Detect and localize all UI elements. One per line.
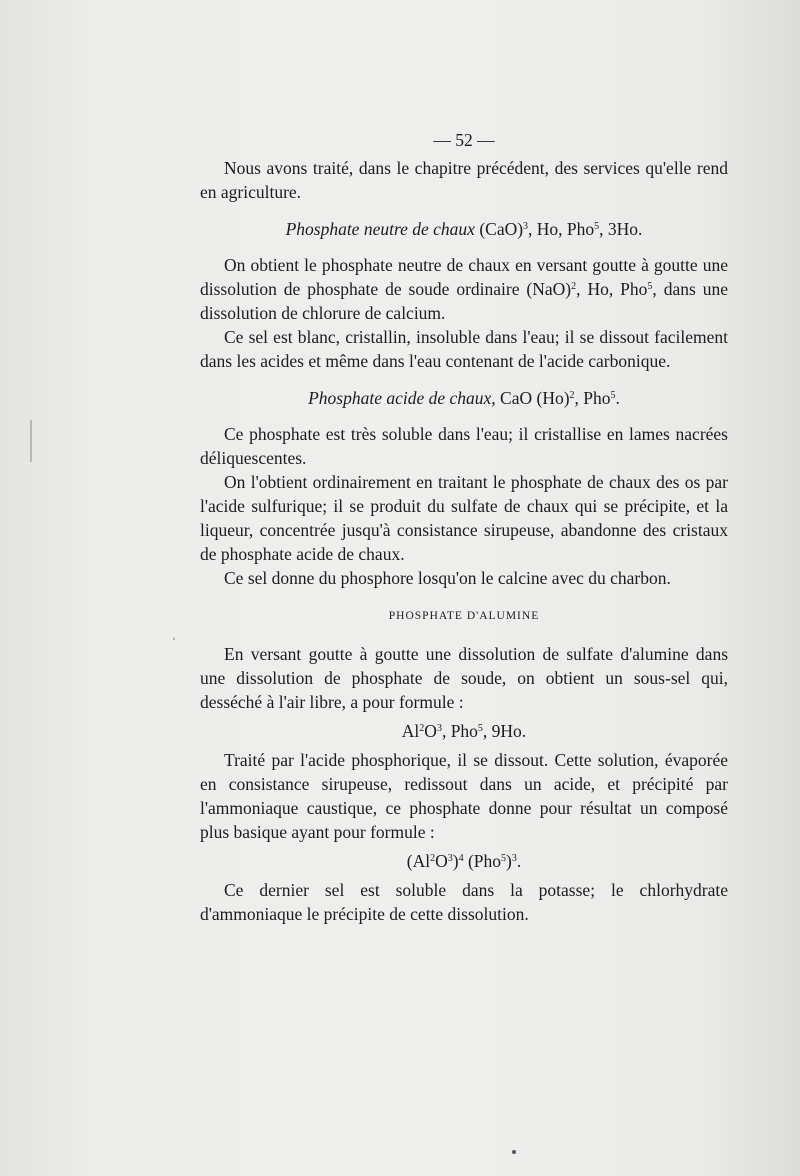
paragraph-neutral-preparation: On obtient le phosphate neutre de chaux en versant goutte à goutte une dissolution de phosphate de soude ordinaire (NaO)$^2$, Ho, Pho$^5$, dans une dissolution de chlorure de calcium.	[200, 255, 728, 323]
paragraph-neutral-properties: Ce sel est blanc, cristallin, insoluble dans l'eau; il se dissout facilement dans les acides et même dans l'eau contenant de l'acide carbonique.	[200, 327, 728, 371]
page-content	[200, 128, 728, 926]
page-speck: ‘	[172, 634, 176, 648]
paragraph-acid-preparation: On l'obtient ordinairement en traitant le phosphate de chaux des os par l'acide sulfurique; il se produit du sulfate de chaux qui se précipite, et la liqueur, concentrée jusqu'à consistance sirupeuse, abandonne des cristaux de phosphate acide de chaux.	[200, 472, 728, 564]
paragraph-alumina-solubility: Ce dernier sel est soluble dans la potasse; le chlorhydrate d'ammoniaque le précipite de cette dissolution.	[200, 880, 728, 924]
section-heading-alumina-phosphate: PHOSPHATE D'ALUMINE	[388, 610, 540, 622]
intro-paragraph: Nous avons traité, dans le chapitre précédent, des services qu'elle rend en agriculture.	[200, 158, 728, 202]
formula-alumina-subsalt: $Al^2O^3$, Pho$^5$, 9Ho.	[401, 721, 527, 741]
page-speck-bottom	[512, 1150, 516, 1154]
section-heading-neutral-phosphate	[200, 217, 728, 241]
heading-title: Phosphate neutre de chaux	[285, 219, 475, 239]
heading-formula: (CaO)$^3$, Ho, Pho$^5$, 3Ho.	[479, 219, 643, 239]
paragraph-acid-solubility: Ce phosphate est très soluble dans l'eau; il cristallise en lames nacrées déliquescentes.	[200, 424, 728, 468]
page-number: — 52 —	[433, 130, 495, 150]
paragraph-alumina-treatment: Traité par l'acide phosphorique, il se dissout. Cette solution, évaporée en consistance sirupeuse, redissout dans un acide, et précipité par l'ammoniaque caustique, ce phosphate donne pour résultat un composé plus basique ayant pour formule :	[200, 750, 728, 842]
formula-alumina-basic: $(Al^2O^3)^4$ $(Pho^5)^3$.	[406, 851, 522, 871]
paragraph-alumina-preparation: En versant goutte à goutte une dissolution de sulfate d'alumine dans une dissolution de phosphate de soude, on obtient un sous-sel qui, desséché à l'air libre, a pour formule :	[200, 644, 728, 712]
heading-title: Phosphate acide de chaux,	[308, 388, 496, 408]
page-margin-mark	[30, 420, 32, 462]
paragraph-acid-phosphorus: Ce sel donne du phosphore losqu'on le calcine avec du charbon.	[224, 568, 671, 588]
section-heading-acid-phosphate	[200, 386, 728, 410]
heading-formula: CaO $(Ho)^2$, Pho$^5$.	[495, 388, 620, 408]
